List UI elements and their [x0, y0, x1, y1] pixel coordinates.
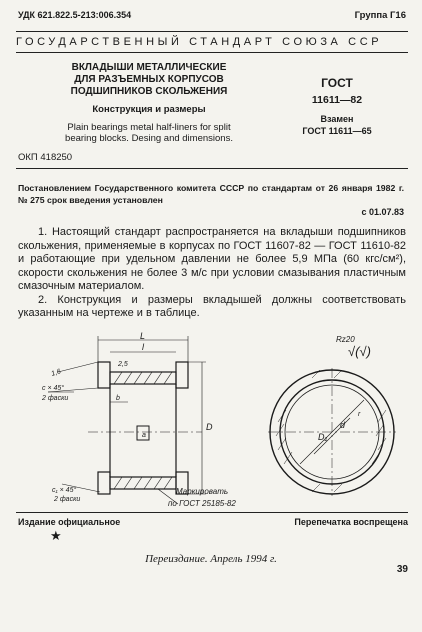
- okp-rule: [16, 168, 408, 169]
- udk-code: УДК 621.822.5-213:006.354: [18, 10, 132, 20]
- paragraph-1: 1. Настоящий стандарт распространяется на вкладыши подшипников скольжения, применяемые в корпусах по ГОСТ 11607-82 — ГОСТ 11610-82 и работающие при удельном давлении не более 5,9 МПа (60 кгс/см²), скорости скольжения не более 3 м/с при условии смазывания пластичным смазочным материалом.: [18, 226, 406, 292]
- decree-text: Постановлением Государственного комитета СССР по стандартам от 26 января 1982 г. № 275 срок введения установлен: [18, 183, 404, 205]
- gost-label: ГОСТ: [321, 76, 353, 90]
- footer-rule: [16, 512, 408, 513]
- dim-b: b: [116, 395, 120, 402]
- english-title-line-1: Plain bearings metal half-liners for split: [67, 122, 231, 133]
- title-line-3: ПОДШИПНИКОВ СКОЛЬЖЕНИЯ: [70, 86, 228, 97]
- paragraph-2: 2. Конструкция и размеры вкладышей должны соответствовать указанным на чертеже и в таблице.: [18, 293, 406, 319]
- dim-2-5: 2,5: [118, 361, 128, 368]
- chamfer-2-note: 2 фаски: [54, 496, 81, 503]
- effective-date: с 01.07.83: [361, 207, 404, 217]
- chamfer-1-note: 2 фаски: [42, 395, 69, 402]
- end-view: [268, 368, 396, 496]
- gost-number: 11611—82: [311, 94, 363, 106]
- bottom-wall-hatch: [114, 477, 172, 489]
- dim-D1: D₁: [318, 432, 328, 442]
- body-text: [18, 226, 406, 321]
- bearing-drawing: [18, 332, 406, 512]
- state-standard-banner: ГОСУДАРСТВЕННЫЙ СТАНДАРТ СОЮЗА ССР: [16, 36, 383, 48]
- top-rule: [16, 31, 408, 32]
- banner-rule: [16, 52, 408, 53]
- chamfer-1: c × 45°: [42, 385, 65, 392]
- dim-D: D: [206, 422, 213, 432]
- top-wall: [110, 372, 176, 384]
- document-subtitle: Конструкция и размеры: [92, 104, 206, 115]
- roughness-general: √(√): [348, 344, 371, 359]
- dim-a: a: [142, 432, 146, 439]
- page-number: 39: [396, 564, 408, 575]
- official-edition: Издание официальное: [18, 517, 121, 527]
- bottom-wall: [110, 477, 176, 489]
- title-line-2: ДЛЯ РАЗЪЕМНЫХ КОРПУСОВ: [74, 74, 224, 85]
- dim-r: r: [358, 411, 361, 418]
- english-title: [44, 122, 254, 144]
- marking-line-2: по ГОСТ 25185-82: [168, 499, 236, 508]
- reprint-prohibited: Перепечатка воспрещена: [294, 517, 408, 527]
- english-title-line-2: bearing blocks. Desing and dimensions.: [65, 133, 233, 144]
- replaces-label: Взамен: [320, 114, 354, 124]
- marking-line-1: Маркировать: [176, 487, 229, 496]
- document-title: [44, 62, 254, 98]
- end-view-hatch: [276, 370, 386, 492]
- roughness-label: 1,6: [50, 368, 62, 378]
- dim-d: d: [340, 420, 346, 430]
- left-flange-bottom: [98, 472, 110, 494]
- dim-l: l: [142, 342, 144, 352]
- right-flange-top: [176, 362, 188, 388]
- title-line-1: ВКЛАДЫШИ МЕТАЛЛИЧЕСКИЕ: [71, 62, 227, 73]
- reissue-note: Переиздание. Апрель 1994 г.: [145, 553, 277, 565]
- dim-L: L: [140, 332, 146, 341]
- top-wall-hatch: [114, 372, 172, 384]
- star-mark: ★: [50, 528, 62, 543]
- gost-block: [282, 76, 392, 136]
- roughness-corner: Rz20: [336, 335, 355, 344]
- chamfer-2: c₁ × 45°: [52, 487, 77, 494]
- okp-code: ОКП 418250: [18, 152, 73, 163]
- replaces-standard: ГОСТ 11611—65: [302, 126, 372, 136]
- group-code: Группа Г16: [354, 10, 406, 21]
- left-flange-top: [98, 362, 110, 388]
